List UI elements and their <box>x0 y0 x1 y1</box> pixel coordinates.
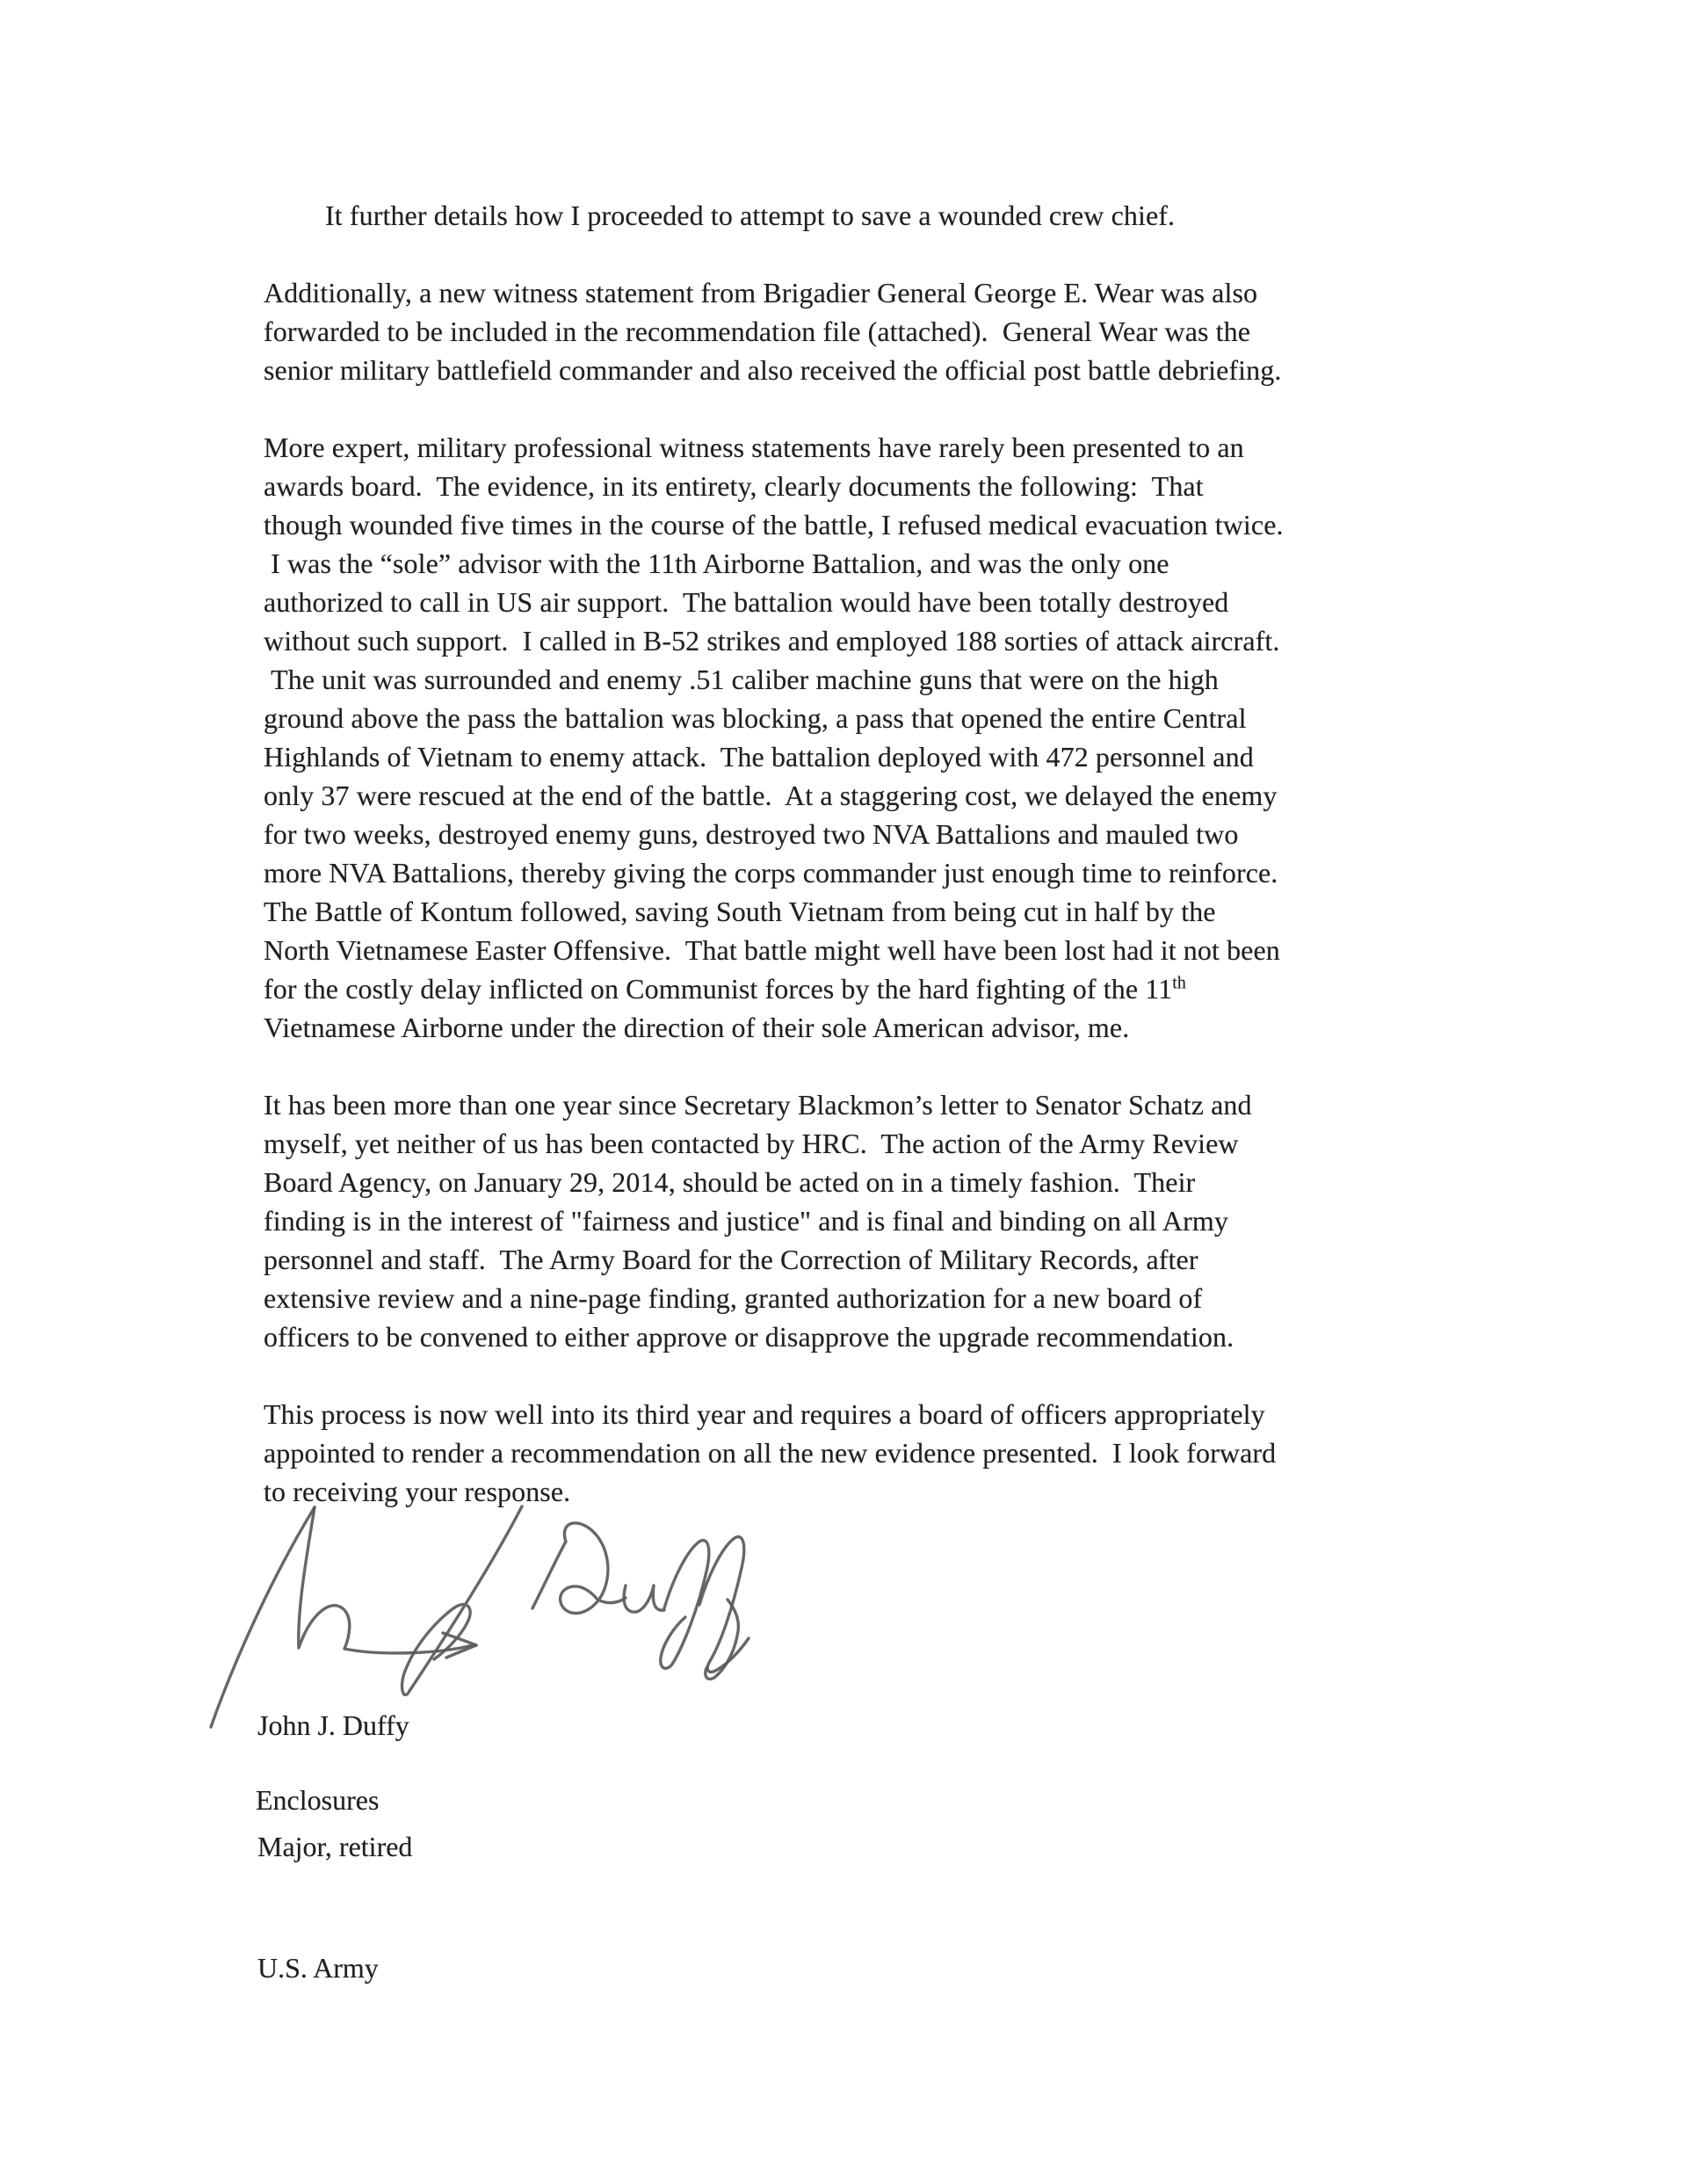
paragraph: More expert, military professional witness statements have rarely been presented to an awards board. The evidence, in its entirety, clearly documents the following: That though wounded five times in the course of the battle, I refused medical evacuation twice. I was the “sole” advisor with the 11th Airborne Battalion, and was the only one authorized to call in US air support. The battalion would have been totally destroyed without such support. I called in B-52 strikes and employed 188 sorties of attack aircraft. The unit was surrounded and enemy .51 caliber machine guns that were on the high ground above the pass the battalion was blocking, a pass that opened the entire Central Highlands of Vietnam to enemy attack. The battalion deployed with 472 personnel and only 37 were rescued at the end of the battle. At a staggering cost, we delayed the enemy for two weeks, destroyed enemy guns, destroyed two NVA Battalions and mauled two more NVA Battalions, thereby giving the corps commander just enough time to reinforce. The Battle of Kontum followed, saving South Vietnam from being cut in half by the North Vietnamese Easter Offensive. That battle might well have been lost had it not been for the costly delay inflicted on Communist forces by the hard fighting of the 11th Vietnamese Airborne under the direction of their sole American advisor, me. <box>264 432 1284 1043</box>
signature-name: John J. Duffy <box>257 1709 409 1741</box>
paragraph: Additionally, a new witness statement from Brigadier General George E. Wear was also forwarded to be included in the recommendation file (attached). General Wear was the senior military battlefield commander and also received the official post battle debriefing. <box>264 277 1282 386</box>
signature-branch: U.S. Army <box>257 1952 379 1984</box>
letter-body <box>264 196 1634 1549</box>
signature-block <box>257 1624 412 2069</box>
signature-rank: Major, retired <box>257 1831 413 1862</box>
paragraph: This process is now well into its third year and requires a board of officers appropriately appointed to render a recommendation on all the new evidence presented. I look forward to receiving your response. <box>264 1398 1277 1507</box>
enclosures-label: Enclosures <box>256 1784 380 1816</box>
paragraph: It has been more than one year since Secretary Blackmon’s letter to Senator Schatz and myself, yet neither of us has been contacted by HRC. The action of the Army Review Board Agency, on January 29, 2014, should be acted on in a timely fashion. Their finding is in the interest of "fairness and justice" and is final and binding on all Army personnel and staff. The Army Board for the Correction of Military Records, after extensive review and a nine-page finding, granted authorization for a new board of officers to be convened to either approve or disapprove the upgrade recommendation. <box>264 1089 1252 1353</box>
paragraph: It further details how I proceeded to attempt to save a wounded crew chief. <box>325 200 1176 231</box>
